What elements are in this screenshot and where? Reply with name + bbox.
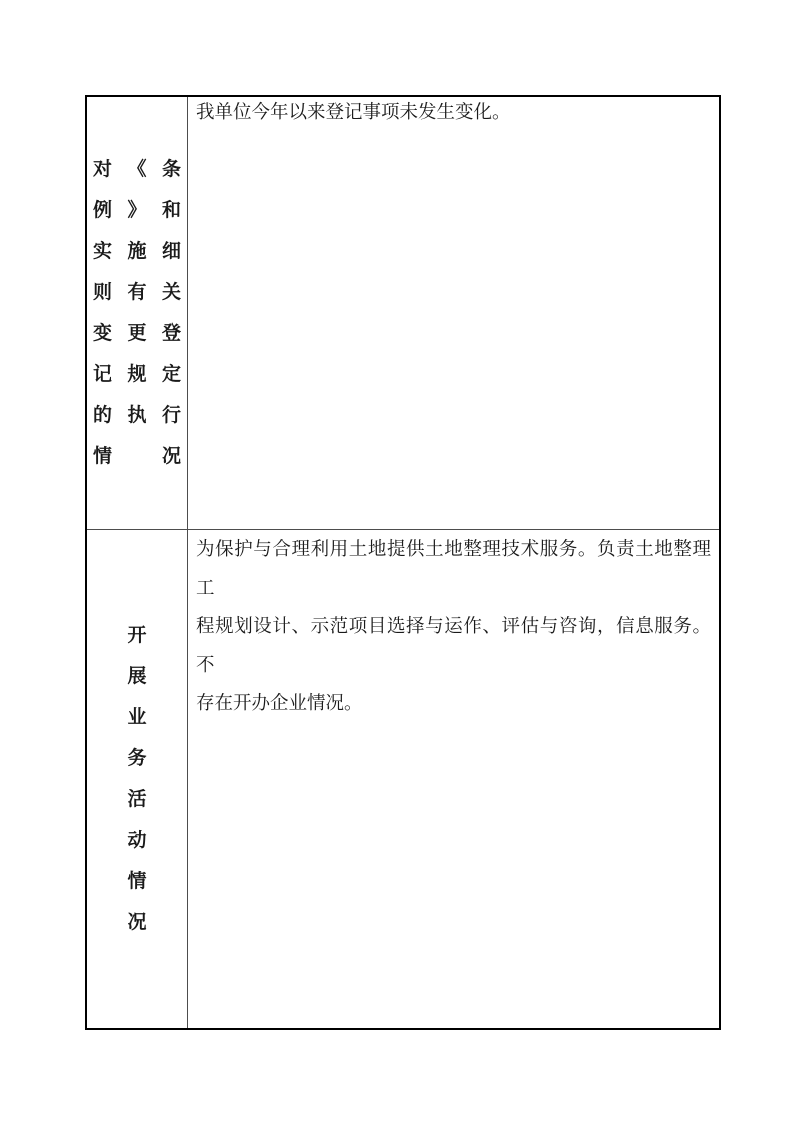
label-line: 例》和 — [93, 199, 181, 221]
label-line: 则有关 — [93, 281, 181, 303]
label-line: 活 — [127, 788, 147, 810]
label-line: 实施细 — [93, 240, 181, 262]
label-line: 开 — [127, 624, 147, 646]
cell-business-activities-content — [188, 530, 719, 1028]
label-line: 变更登 — [93, 322, 181, 344]
label-line: 的执行 — [93, 404, 181, 426]
label-line: 展 — [127, 665, 147, 687]
label-line: 业 — [127, 706, 147, 728]
label-line: 情 — [127, 870, 147, 892]
label-line: 情况 — [93, 445, 181, 467]
label-line: 记规定 — [93, 363, 181, 385]
label-line: 动 — [127, 829, 147, 851]
row-label-business-activities — [87, 530, 188, 1028]
label-line: 况 — [127, 911, 147, 933]
content-line: 程规划设计、示范项目选择与运作、评估与咨询，信息服务。不 — [196, 616, 711, 676]
label-line: 务 — [127, 747, 147, 769]
content-line: 我单位今年以来登记事项未发生变化。 — [196, 102, 511, 123]
content-line: 为保护与合理利用土地提供土地整理技术服务。负责土地整理工 — [196, 539, 711, 599]
row-label-regulation-compliance — [87, 97, 188, 530]
label-line: 对《条 — [93, 158, 181, 180]
content-line: 存在开办企业情况。 — [196, 693, 363, 714]
cell-regulation-compliance-content — [188, 97, 719, 530]
annual-report-table — [85, 95, 721, 1030]
